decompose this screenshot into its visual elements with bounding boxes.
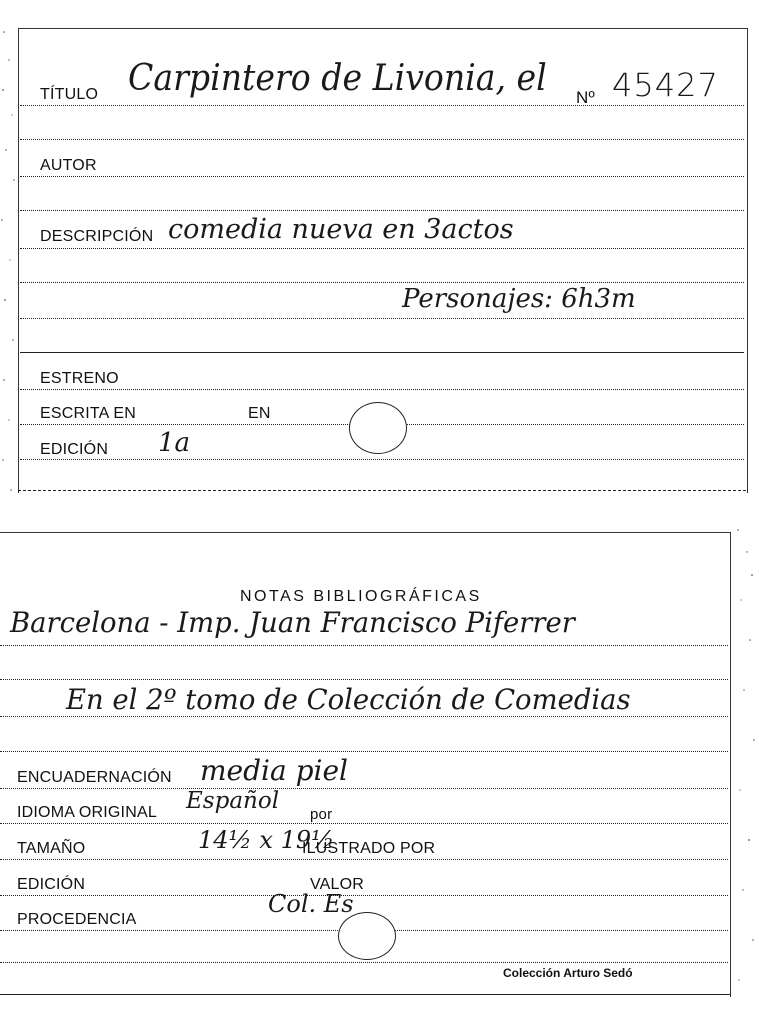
bottom-card-bottom-edge [0, 994, 730, 995]
notes-rule-2 [0, 679, 728, 680]
titulo-rule [20, 105, 744, 106]
collection-credit: Colección Arturo Sedó [503, 966, 633, 980]
descripcion-rule-3 [20, 318, 744, 319]
scan-edge-noise-right [732, 520, 759, 1000]
en-label: EN [248, 405, 271, 422]
encuadernacion-rule [0, 788, 728, 789]
titulo-rule-2 [20, 139, 744, 140]
notas-title: NOTAS BIBLIOGRÁFICAS [240, 588, 482, 605]
numero-label: Nº [576, 88, 595, 107]
encuadernacion-label: ENCUADERNACIÓN [17, 769, 172, 786]
bottom-rule-6 [0, 962, 728, 963]
edicion-rule [20, 459, 744, 460]
procedencia-value: Col. Es [268, 890, 354, 918]
idioma-original-value: Español [186, 788, 280, 814]
edicion-bottom-label: EDICIÓN [17, 876, 86, 893]
punch-hole-bottom [338, 912, 396, 960]
escrita-en-label: ESCRITA EN [40, 405, 136, 422]
tamano-rule [0, 859, 728, 860]
tamano-value: 14½ x 19½ [198, 826, 335, 854]
titulo-value: Carpintero de Livonia, el [128, 58, 547, 99]
descripcion-value: comedia nueva en 3actos [168, 214, 514, 245]
tamano-label: TAMAÑO [17, 840, 86, 857]
descripcion-value-line2: Personajes: 6h3m [402, 284, 636, 314]
descripcion-rule [20, 248, 744, 249]
idioma-rule [0, 823, 728, 824]
notes-line-1: Barcelona - Imp. Juan Francisco Piferrer [10, 606, 575, 639]
procedencia-label: PROCEDENCIA [17, 911, 137, 928]
autor-rule [20, 176, 744, 177]
scan-edge-noise-left [0, 20, 20, 500]
autor-rule-2 [20, 210, 744, 211]
autor-label: AUTOR [40, 157, 97, 174]
notes-rule-3 [0, 716, 728, 717]
top-card-divider [20, 352, 744, 353]
descripcion-rule-2 [20, 282, 744, 283]
notes-line-2: En el 2º tomo de Colección de Comedias [66, 683, 631, 716]
estreno-rule [20, 389, 744, 390]
notes-rule-1 [0, 645, 728, 646]
edicion-value: 1a [158, 428, 191, 458]
estreno-label: ESTRENO [40, 370, 119, 387]
idioma-original-label: IDIOMA ORIGINAL [17, 804, 157, 821]
edicion-label: EDICIÓN [40, 441, 109, 458]
edicion-bottom-rule [0, 895, 728, 896]
top-card-bottom-edge [18, 490, 746, 491]
valor-label: VALOR [310, 876, 365, 893]
notes-rule-4 [0, 751, 728, 752]
encuadernacion-value: media piel [200, 754, 348, 787]
por-label: por [310, 806, 333, 823]
numero-value: 45427 [612, 66, 719, 104]
titulo-label: TÍTULO [40, 86, 99, 103]
ilustrado-por-label: ILUSTRADO POR [302, 840, 436, 857]
descripcion-label: DESCRIPCIÓN [40, 228, 154, 245]
punch-hole-top [349, 402, 407, 454]
